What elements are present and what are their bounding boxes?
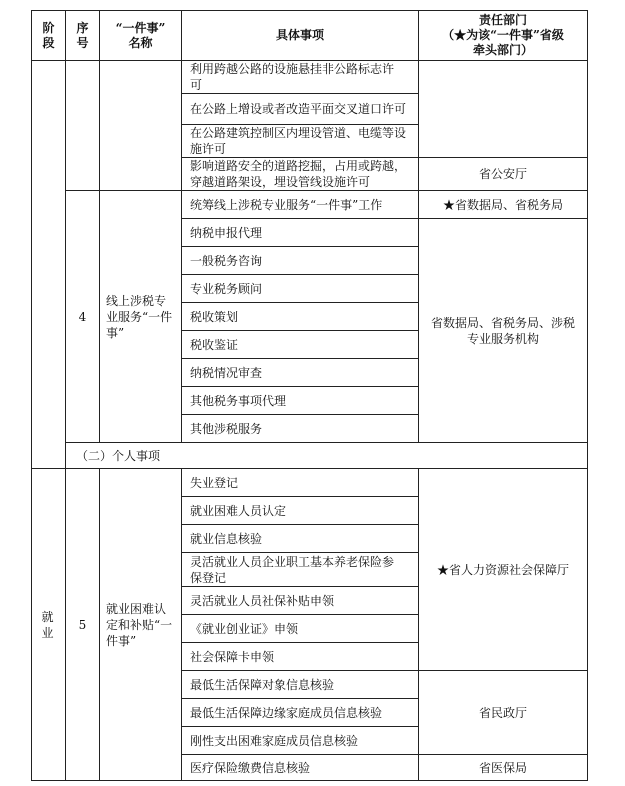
dept-cell: 省民政厅 <box>419 671 588 755</box>
item-cell: 灵活就业人员企业职工基本养老保险参 保登记 <box>182 553 419 587</box>
name-cell-empty <box>100 61 182 191</box>
table-header-row <box>32 11 588 61</box>
header-stage: 阶 段 <box>32 11 66 61</box>
stage-cell: 就 业 <box>32 469 66 781</box>
item-cell: 社会保障卡申领 <box>182 643 419 671</box>
dept-cell: 省公安厅 <box>419 158 588 191</box>
dept-cell: 省数据局、省税务局、涉税 专业服务机构 <box>419 219 588 443</box>
stage-cell-empty <box>32 61 66 469</box>
item-cell: 灵活就业人员社保补贴申领 <box>182 587 419 615</box>
section-title: （二）个人事项 <box>66 443 588 469</box>
table-row <box>32 191 588 219</box>
table-row <box>32 469 588 497</box>
item-cell: 纳税情况审查 <box>182 359 419 387</box>
item-cell: 专业税务顾问 <box>182 275 419 303</box>
item-cell: 税收鉴证 <box>182 331 419 359</box>
dept-cell-empty <box>419 61 588 158</box>
item-cell: 最低生活保障对象信息核验 <box>182 671 419 699</box>
item-cell: 在公路建筑控制区内埋设管道、电缆等设 施许可 <box>182 125 419 158</box>
dept-cell-lead: ★省人力资源社会保障厅 <box>419 469 588 671</box>
item-cell: 利用跨越公路的设施悬挂非公路标志许 可 <box>182 61 419 94</box>
number-cell-empty <box>66 61 100 191</box>
item-cell: 统筹线上涉税专业服务“一件事”工作 <box>182 191 419 219</box>
item-cell: 医疗保险缴费信息核验 <box>182 755 419 781</box>
header-items: 具体事项 <box>182 11 419 61</box>
item-cell: 失业登记 <box>182 469 419 497</box>
item-cell: 就业信息核验 <box>182 525 419 553</box>
header-name: “一件事” 名称 <box>100 11 182 61</box>
row-number: 5 <box>66 469 100 781</box>
item-cell: 纳税申报代理 <box>182 219 419 247</box>
row-name: 就业困难认 定和补贴“一 件事” <box>100 469 182 781</box>
item-cell: 一般税务咨询 <box>182 247 419 275</box>
item-cell: 《就业创业证》申领 <box>182 615 419 643</box>
item-cell: 最低生活保障边缘家庭成员信息核验 <box>182 699 419 727</box>
item-cell: 税收策划 <box>182 303 419 331</box>
policy-table <box>31 10 588 781</box>
item-cell: 其他涉税服务 <box>182 415 419 443</box>
dept-cell-lead: ★省数据局、省税务局 <box>419 191 588 219</box>
item-cell: 其他税务事项代理 <box>182 387 419 415</box>
section-row <box>32 443 588 469</box>
header-number: 序 号 <box>66 11 100 61</box>
header-dept: 责任部门 （★为该“一件事”省级 牵头部门） <box>419 11 588 61</box>
row-number: 4 <box>66 191 100 443</box>
dept-cell: 省医保局 <box>419 755 588 781</box>
item-cell: 在公路上增设或者改造平面交叉道口许可 <box>182 94 419 125</box>
item-cell: 刚性支出困难家庭成员信息核验 <box>182 727 419 755</box>
item-cell: 影响道路安全的道路挖掘，占用或跨越， 穿越道路架设，埋设管线设施许可 <box>182 158 419 191</box>
item-cell: 就业困难人员认定 <box>182 497 419 525</box>
row-name: 线上涉税专 业服务“一件 事” <box>100 191 182 443</box>
table-row <box>32 61 588 94</box>
